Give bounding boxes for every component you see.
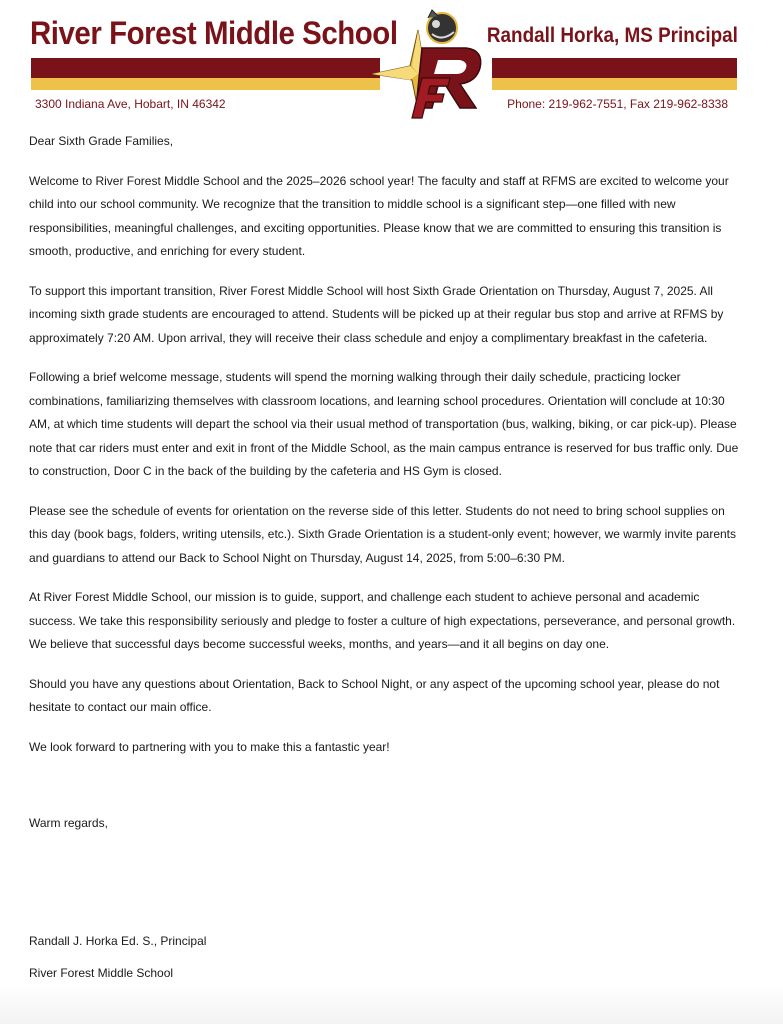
- letter-body: [29, 130, 741, 775]
- header-bar-gold-right: [492, 78, 737, 90]
- salutation: Dear Sixth Grade Families,: [29, 134, 174, 148]
- header-bar-gold-left: [31, 78, 380, 90]
- header-bar-maroon-right: [492, 58, 737, 78]
- letterhead: [0, 0, 783, 120]
- signature-school: River Forest Middle School: [29, 966, 174, 980]
- paragraph-orientation: To support this important transition, River Forest Middle School will host Sixth Grade Orientation on Thursday, August 7, 2025. All incoming sixth grade students are encouraged to attend. Students will be picked up at their regular bus stop and arrive at RFMS by approximately 7:20 AM. Upon arrival, they will receive their class schedule and enjoy a complimentary breakfast in the cafeteria.: [29, 283, 724, 345]
- closing: Warm regards,: [29, 816, 108, 830]
- rf-star-logo-icon: [372, 8, 490, 120]
- paragraph-welcome: Welcome to River Forest Middle School and the 2025–2026 school year! The faculty and staff at RFMS are excited to welcome your child into our school community. We recognize that the transition to middle school is a significant step—one filled with new responsibilities, meaningful challenges, and exciting opportunities. Please know that we are committed to ensuring this transition is smooth, productive, and enriching for every student.: [29, 173, 729, 258]
- paragraph-questions: Should you have any questions about Orientation, Back to School Night, or any aspect of the upcoming school year, please do not hesitate to contact our main office.: [29, 676, 720, 714]
- header-bar-maroon-left: [31, 58, 380, 78]
- paragraph-closing-line: We look forward to partnering with you to make this a fantastic year!: [29, 739, 390, 754]
- paragraph-mission: At River Forest Middle School, our mission is to guide, support, and challenge each student to achieve personal and academic success. We take this responsibility seriously and pledge to foster a culture of high expectations, perseverance, and personal growth. We believe that successful days become successful weeks, months, and years—and it all begins on day one.: [29, 590, 736, 651]
- school-address: 3300 Indiana Ave, Hobart, IN 46342: [35, 97, 226, 111]
- principal-name: Randall Horka, MS Principal: [486, 24, 738, 47]
- school-name: River Forest Middle School: [30, 15, 398, 51]
- paragraph-schedule: Following a brief welcome message, students will spend the morning walking through their daily schedule, practicing locker combinations, familiarizing themselves with classroom locations, and learning school procedures. Orientation will conclude at 10:30 AM, at which time students will depart the school via their usual method of transportation (bus, walking, biking, or car pick-up). Please note that car riders must enter and exit in front of the Middle School, as the main campus entrance is reserved for bus traffic only. Due to construction, Door C in the back of the building by the cafeteria and HS Gym is closed.: [29, 370, 739, 478]
- school-phone-fax: Phone: 219-962-7551, Fax 219-962-8338: [507, 97, 728, 111]
- page-bottom-shadow: [0, 984, 783, 1024]
- signature-name: Randall J. Horka Ed. S., Principal: [29, 934, 207, 948]
- paragraph-supplies: Please see the schedule of events for orientation on the reverse side of this letter. Students do not need to bring school supplies on this day (book bags, folders, writing utensils, etc.). Sixth Grade Orientation is a student-only event; however, we warmly invite parents and guardians to attend our Back to School Night on Thursday, August 14, 2025, from 5:00–6:30 PM.: [29, 503, 736, 565]
